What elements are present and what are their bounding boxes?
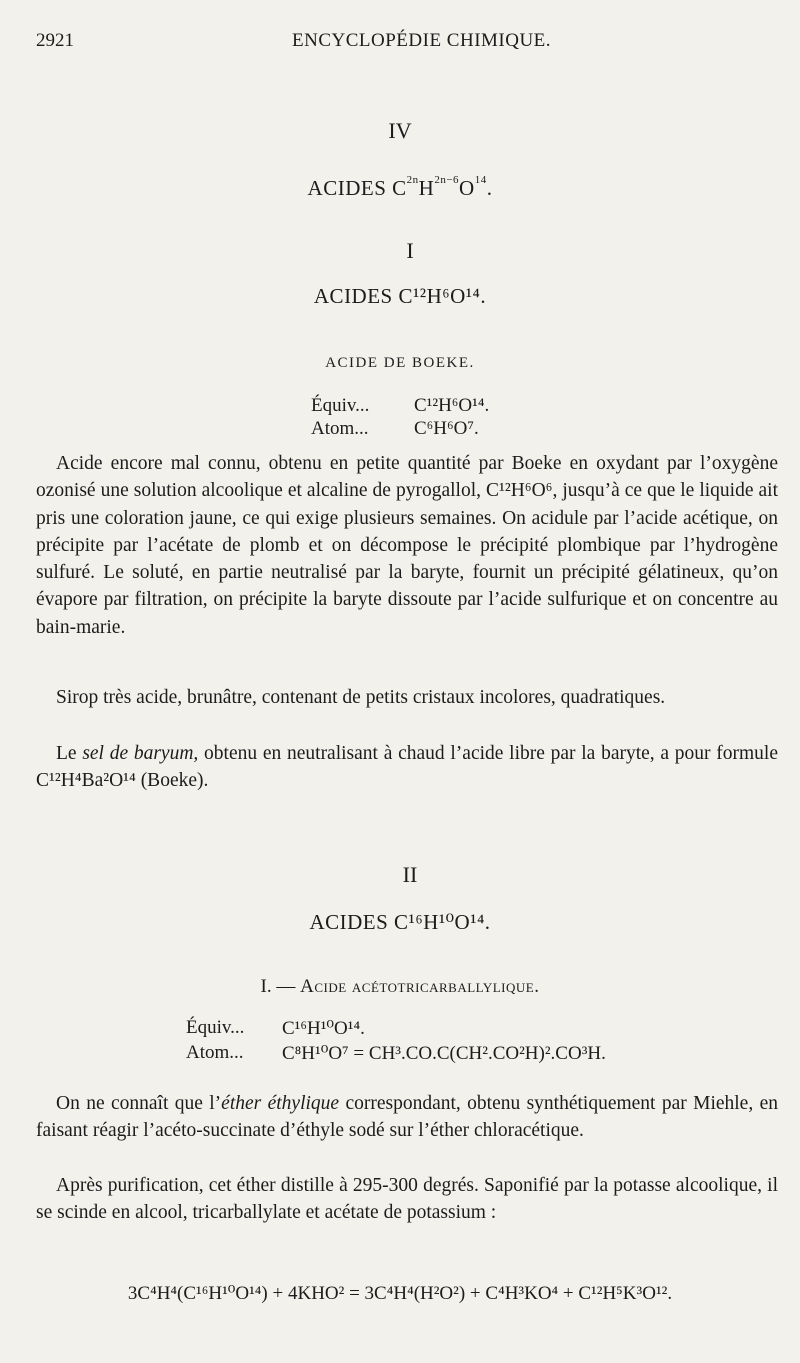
section-i-equiv-value: C¹²H⁶O¹⁴. <box>414 395 490 416</box>
section-ii-paragraph-1: On ne connaît que l’éther éthylique correspondant, obtenu synthétiquement par Miehle, en faisant réagir l’acéto-succinate d’éthyle sodé sur l’éther chloracétique. <box>36 1093 778 1142</box>
section-iv-title: ACIDES $C^{2n}H^{2n-6}O^{14}$. <box>307 174 493 200</box>
section-i-subtitle: ACIDE DE BOEKE. <box>325 355 475 371</box>
section-i-paragraph-3: Le sel de baryum, obtenu en neutralisant à chaud l’acide libre par la baryte, a pour formule C¹²H⁴Ba²O¹⁴ (Boeke). <box>36 743 778 792</box>
section-ii-subtitle: I. — Acide acétotricarballylique. <box>260 976 540 997</box>
section-i-atom-value: C⁶H⁶O⁷. <box>414 418 479 439</box>
running-title: ENCYCLOPÉDIE CHIMIQUE. <box>292 30 552 51</box>
section-i-paragraph-2: Sirop très acide, brunâtre, contenant de petits cristaux incolores, quadratiques. <box>56 687 666 708</box>
section-ii-atom-value: C⁸H¹⁰O⁷ = CH³.CO.C(CH².CO²H)².CO³H. <box>282 1043 606 1064</box>
section-iv-number: IV <box>388 118 412 143</box>
section-i-equiv-label: Équiv... <box>311 395 370 416</box>
section-i-paragraph-1: Acide encore mal connu, obtenu en petite quantité par Boeke en oxydant par l’oxygène ozonisé une solution alcoolique et alcaline de pyrogallol, C¹²H⁶O⁶, jusqu’à ce que le liquide ait pris une coloration jaune, ce qui exige plusieurs semaines. On acidule par l’acide acétique, on précipite par l’acétate de plomb et on décompose le précipité plombique par l’hydrogène sulfuré. Le soluté, en partie neutralisé par la baryte, fournit un précipité gélatineux, qu’on évapore par filtration, on précipite la baryte dissoute par l’acide sulfurique et on concentre au bain-marie. <box>36 453 778 638</box>
saponification-equation: 3C⁴H⁴(C¹⁶H¹⁰O¹⁴) + 4KHO² = 3C⁴H⁴(H²O²) + C⁴H³KO⁴ + C¹²H⁵K³O¹². <box>127 1283 673 1304</box>
section-i-atom-label: Atom... <box>311 418 369 439</box>
section-ii-atom-label: Atom... <box>186 1042 244 1063</box>
section-ii-equiv-value: C¹⁶H¹⁰O¹⁴. <box>282 1018 365 1039</box>
section-i-title: ACIDES C¹²H⁶O¹⁴. <box>313 284 487 308</box>
section-ii-title: ACIDES C¹⁶H¹⁰O¹⁴. <box>309 910 491 934</box>
ether-name-italic: éther éthylique <box>221 1093 340 1114</box>
section-ii-number: II <box>402 862 418 887</box>
section-i-number: I <box>406 238 414 263</box>
section-ii-equiv-label: Équiv... <box>186 1017 245 1038</box>
salt-name-italic: sel de baryum, <box>82 743 199 764</box>
section-ii-paragraph-2: Après purification, cet éther distille à 295-300 degrés. Saponifié par la potasse alcoolique, il se scinde en alcool, tricarballylate et acétate de potassium : <box>36 1175 778 1224</box>
page-number: 2921 <box>36 30 74 51</box>
